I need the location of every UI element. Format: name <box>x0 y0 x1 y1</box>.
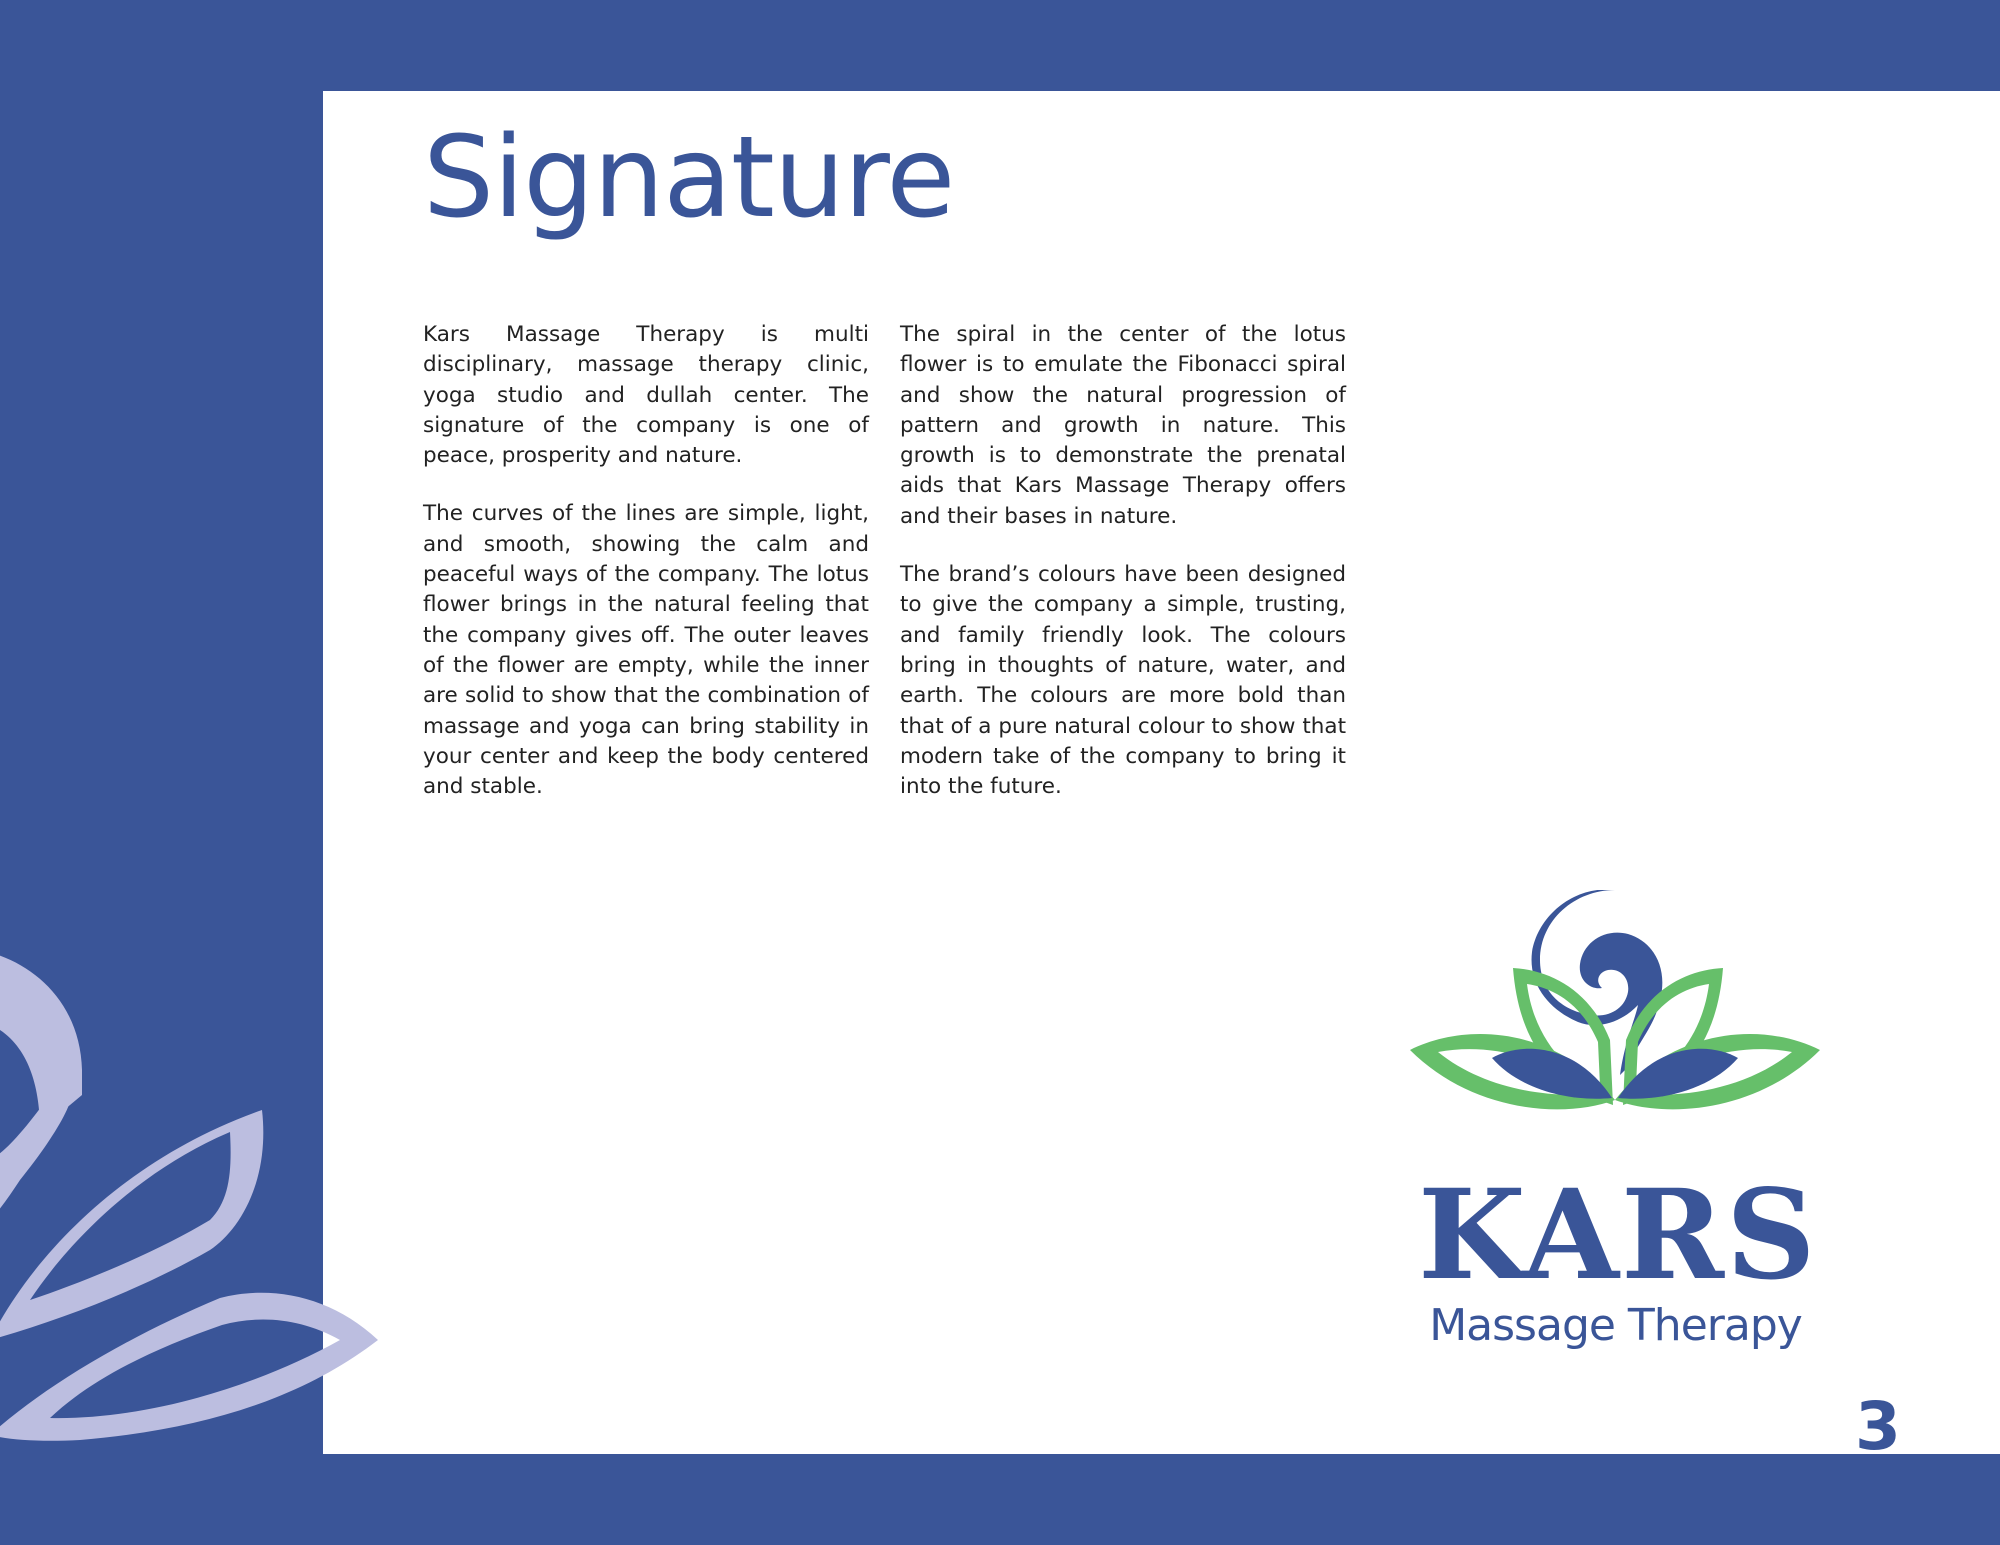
page-number: 3 <box>1855 1388 1901 1465</box>
paragraph: The curves of the lines are simple, light, and smooth, showing the calm and peaceful ways of the company. The lotus flower brings in the natural feeling that the company gives off. The outer leaves of the flower are empty, while the inner are solid to show that the combination of massage and yoga can bring stability in your center and keep the body centered and stable. <box>423 501 869 800</box>
paragraph: The brand’s colours have been designed to give the company a simple, trusting, and family friendly look. The colours bring in thoughts of nature, water, and earth. The colours are more bold than that of a pure natural colour to show that modern take of the company to bring it into the future. <box>900 562 1346 800</box>
lotus-spiral-icon <box>1410 890 1820 1160</box>
decorative-lotus-icon <box>0 920 390 1460</box>
page-title: Signature <box>423 113 955 243</box>
paragraph: The spiral in the center of the lotus flower is to emulate the Fibonacci spiral and show the natural progression of pattern and growth in nature. This growth is to demonstrate the prenatal aids that Kars Massage Therapy offers and their bases in nature. <box>900 322 1346 529</box>
brand-subtitle: Massage Therapy <box>1429 1300 1802 1351</box>
text-column-left <box>423 320 869 830</box>
paragraph: Kars Massage Therapy is multi disciplinary, massage therapy clinic, yoga studio and dullah center. The signature of the company is one of peace, prosperity and nature. <box>423 322 869 469</box>
brand-name: KARS <box>1418 1163 1818 1308</box>
text-column-right <box>900 320 1346 830</box>
